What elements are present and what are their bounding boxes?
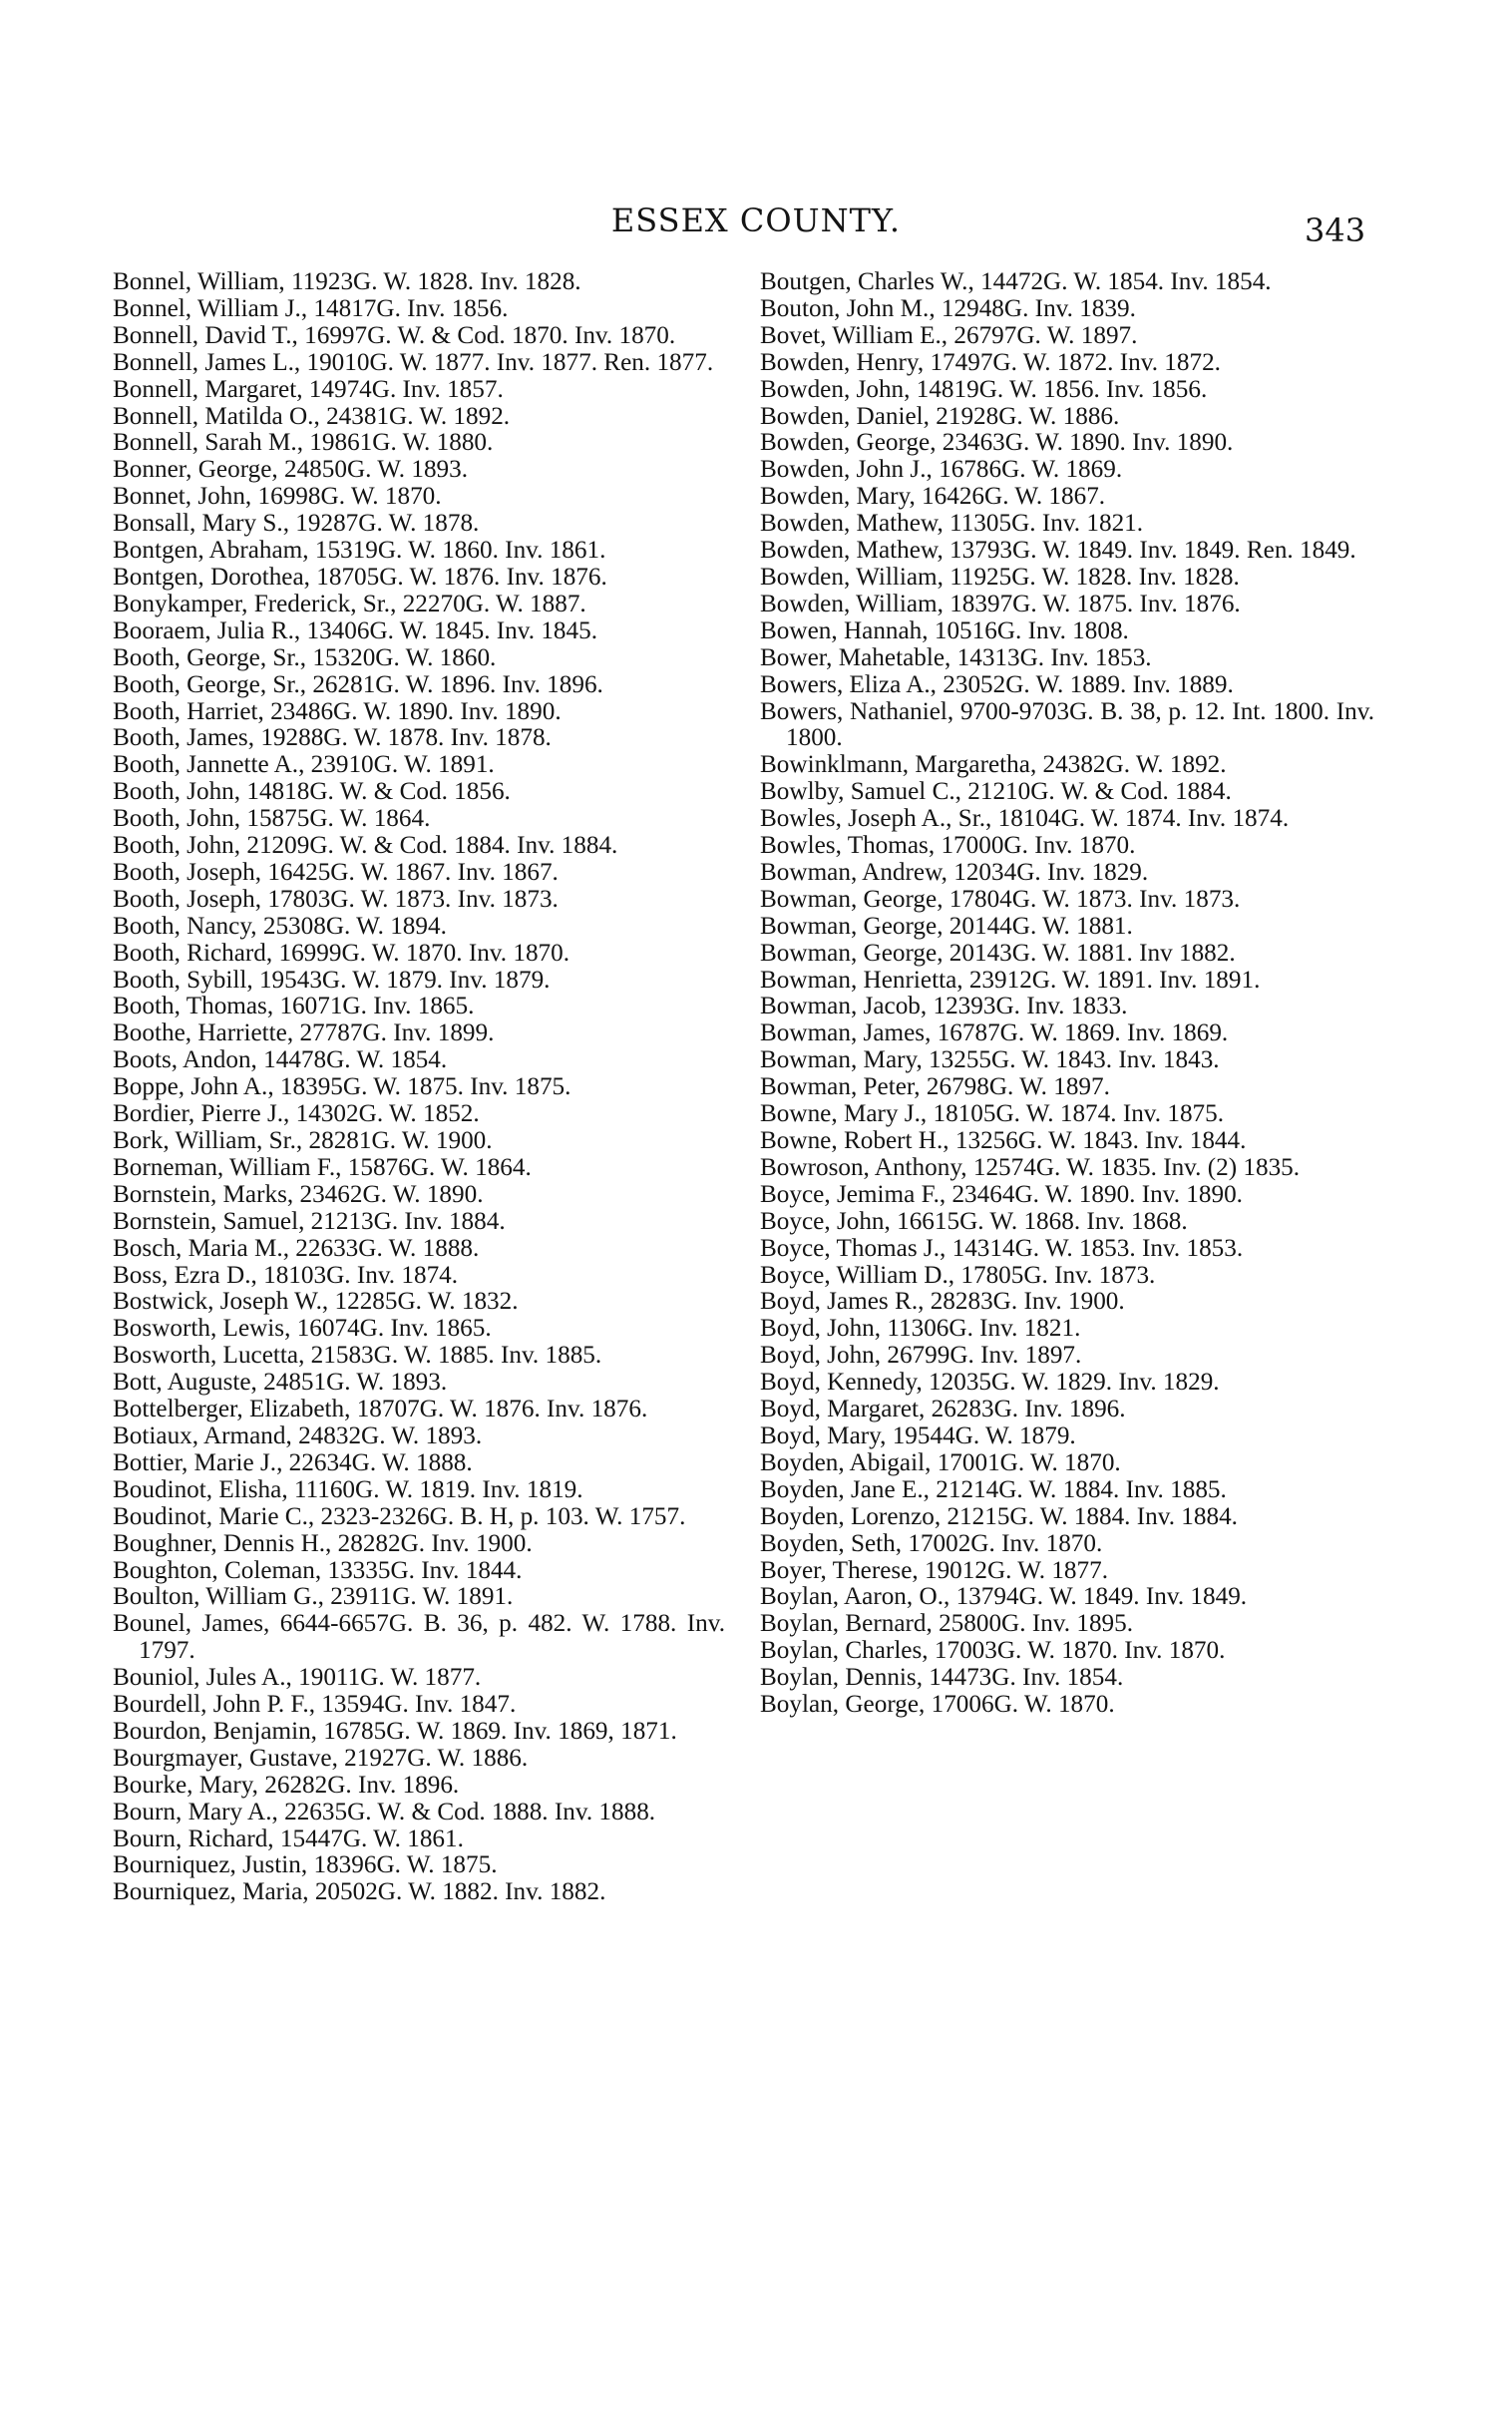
index-entry: Boylan, George, 17006G. W. 1870. xyxy=(760,1691,1115,1719)
index-entry: Bonnell, David T., 16997G. W. & Cod. 1870. Inv. 1870. xyxy=(113,321,676,349)
index-entry: Bonner, George, 24850G. W. 1893. xyxy=(113,456,469,484)
index-entry: Bowman, Jacob, 12393G. Inv. 1833. xyxy=(760,993,1128,1020)
index-entry: Boyden, Lorenzo, 21215G. W. 1884. Inv. 1884. xyxy=(760,1502,1238,1530)
index-entry: Bowman, George, 20144G. W. 1881. xyxy=(760,912,1133,940)
index-entry: Bowinklmann, Margaretha, 24382G. W. 1892. xyxy=(760,751,1227,779)
index-entry: Boyden, Abigail, 17001G. W. 1870. xyxy=(760,1448,1121,1476)
index-entry: Bowden, Henry, 17497G. W. 1872. Inv. 1872. xyxy=(760,348,1221,376)
index-entry: Bowman, James, 16787G. W. 1869. Inv. 1869. xyxy=(760,1019,1229,1047)
index-entry: Bonsall, Mary S., 19287G. W. 1878. xyxy=(113,510,480,538)
index-entry: Bornstein, Marks, 23462G. W. 1890. xyxy=(113,1180,484,1208)
index-entry: Booth, Thomas, 16071G. Inv. 1865. xyxy=(113,993,475,1020)
index-entry: Booth, George, Sr., 15320G. W. 1860. xyxy=(113,643,497,671)
index-entry: Boyer, Therese, 19012G. W. 1877. xyxy=(760,1556,1109,1584)
index-entry: Bourdell, John P. F., 13594G. Inv. 1847. xyxy=(113,1691,517,1719)
index-entry: Bowden, Mathew, 13793G. W. 1849. Inv. 1849. Ren. 1849. xyxy=(760,537,1356,565)
index-entry: Booth, Harriet, 23486G. W. 1890. Inv. 1890. xyxy=(113,697,562,725)
index-entry: Boots, Andon, 14478G. W. 1854. xyxy=(113,1046,448,1074)
index-entry: Booth, Nancy, 25308G. W. 1894. xyxy=(113,912,447,940)
index-entry: Bowden, John, 14819G. W. 1856. Inv. 1856. xyxy=(760,375,1208,403)
index-entry: Bourn, Mary A., 22635G. W. & Cod. 1888. Inv. 1888. xyxy=(113,1798,656,1825)
index-entry: Booth, James, 19288G. W. 1878. Inv. 1878. xyxy=(113,724,552,752)
index-entry: Bowman, Henrietta, 23912G. W. 1891. Inv. 1891. xyxy=(760,966,1261,994)
index-entry: Boyd, Margaret, 26283G. Inv. 1896. xyxy=(760,1396,1126,1423)
index-entry: Bowman, George, 20143G. W. 1881. Inv 1882. xyxy=(760,939,1236,967)
index-entry: Bowman, Peter, 26798G. W. 1897. xyxy=(760,1073,1110,1101)
index-entry: Bork, William, Sr., 28281G. W. 1900. xyxy=(113,1127,493,1154)
index-entry: Bovet, William E., 26797G. W. 1897. xyxy=(760,321,1138,349)
index-entry: Bonykamper, Frederick, Sr., 22270G. W. 1887. xyxy=(113,590,586,617)
index-entry: Boylan, Aaron, O., 13794G. W. 1849. Inv. 1849. xyxy=(760,1583,1248,1611)
index-entry: Booth, Joseph, 17803G. W. 1873. Inv. 1873. xyxy=(113,885,559,913)
index-entry: Bordier, Pierre J., 14302G. W. 1852. xyxy=(113,1100,480,1128)
index-entry: Botiaux, Armand, 24832G. W. 1893. xyxy=(113,1421,483,1449)
index-entry: Bonnell, Sarah M., 19861G. W. 1880. xyxy=(113,429,494,457)
index-entry: Boppe, John A., 18395G. W. 1875. Inv. 1875. xyxy=(113,1073,571,1101)
index-entry: Booth, George, Sr., 26281G. W. 1896. Inv. 1896. xyxy=(113,670,603,698)
index-entry: Bowden, Mathew, 11305G. Inv. 1821. xyxy=(760,510,1144,538)
index-entry: Bowers, Eliza A., 23052G. W. 1889. Inv. 1889. xyxy=(760,670,1234,698)
index-entry: Bowlby, Samuel C., 21210G. W. & Cod. 1884. xyxy=(760,778,1232,806)
index-entry: Boyce, Thomas J., 14314G. W. 1853. Inv. 1853. xyxy=(760,1234,1244,1262)
index-entry: Bouton, John M., 12948G. Inv. 1839. xyxy=(760,294,1136,322)
index-entry: Booth, Richard, 16999G. W. 1870. Inv. 1870. xyxy=(113,939,570,967)
index-entry: Bowers, Nathaniel, 9700-9703G. B. 38, p. 12. Int. 1800. Inv. 1800. xyxy=(760,697,1374,752)
page-header xyxy=(0,198,1512,257)
left-column xyxy=(113,269,725,1906)
index-entry: Bowles, Joseph A., Sr., 18104G. W. 1874. Inv. 1874. xyxy=(760,805,1290,833)
index-entry: Boyden, Jane E., 21214G. W. 1884. Inv. 1885. xyxy=(760,1475,1227,1503)
index-entry: Bowman, George, 17804G. W. 1873. Inv. 1873. xyxy=(760,885,1241,913)
index-entry: Bott, Auguste, 24851G. W. 1893. xyxy=(113,1369,448,1397)
index-entry: Bowden, William, 18397G. W. 1875. Inv. 1876. xyxy=(760,590,1241,617)
index-entry: Bowman, Andrew, 12034G. Inv. 1829. xyxy=(760,858,1149,886)
index-entry: Bouniol, Jules A., 19011G. W. 1877. xyxy=(113,1664,482,1692)
index-entry: Booth, Sybill, 19543G. W. 1879. Inv. 1879. xyxy=(113,966,551,994)
index-entry: Bornstein, Samuel, 21213G. Inv. 1884. xyxy=(113,1207,506,1235)
index-entry: Bowden, George, 23463G. W. 1890. Inv. 1890. xyxy=(760,429,1234,457)
page-title: ESSEX COUNTY. xyxy=(610,202,902,239)
index-entry: Bonnell, Matilda O., 24381G. W. 1892. xyxy=(113,402,511,430)
index-entry: Boylan, Charles, 17003G. W. 1870. Inv. 1870. xyxy=(760,1637,1226,1665)
index-entry: Bounel, James, 6644-6657G. B. 36, p. 482. W. 1788. Inv. 1797. xyxy=(113,1610,725,1665)
index-entry: Bourdon, Benjamin, 16785G. W. 1869. Inv. 1869, 1871. xyxy=(113,1717,677,1745)
index-entry: Bonnet, John, 16998G. W. 1870. xyxy=(113,483,442,511)
index-entry: Boyd, James R., 28283G. Inv. 1900. xyxy=(760,1288,1125,1316)
index-entry: Bowden, Mary, 16426G. W. 1867. xyxy=(760,483,1106,511)
index-entry: Bowman, Mary, 13255G. W. 1843. Inv. 1843. xyxy=(760,1046,1220,1074)
index-entry: Boylan, Dennis, 14473G. Inv. 1854. xyxy=(760,1664,1124,1692)
index-entry: Boughner, Dennis H., 28282G. Inv. 1900. xyxy=(113,1529,533,1557)
index-entry: Boyce, John, 16615G. W. 1868. Inv. 1868. xyxy=(760,1207,1188,1235)
index-entry: Bonnel, William J., 14817G. Inv. 1856. xyxy=(113,294,509,322)
index-entry: Boudinot, Elisha, 11160G. W. 1819. Inv. 1819. xyxy=(113,1475,583,1503)
index-entry: Borneman, William F., 15876G. W. 1864. xyxy=(113,1153,532,1181)
index-entry: Boulton, William G., 23911G. W. 1891. xyxy=(113,1583,514,1611)
index-entry: Boyd, Kennedy, 12035G. W. 1829. Inv. 1829. xyxy=(760,1369,1220,1397)
index-entry: Bowne, Robert H., 13256G. W. 1843. Inv. 1844. xyxy=(760,1127,1247,1154)
index-entry: Boyd, John, 26799G. Inv. 1897. xyxy=(760,1342,1082,1370)
index-entry: Bourniquez, Maria, 20502G. W. 1882. Inv. 1882. xyxy=(113,1878,606,1906)
index-entry: Bontgen, Dorothea, 18705G. W. 1876. Inv. 1876. xyxy=(113,563,607,591)
index-entry: Bowden, John J., 16786G. W. 1869. xyxy=(760,456,1123,484)
index-entry: Bowles, Thomas, 17000G. Inv. 1870. xyxy=(760,832,1136,860)
index-entry: Booraem, Julia R., 13406G. W. 1845. Inv. 1845. xyxy=(113,616,598,644)
index-entry: Bower, Mahetable, 14313G. Inv. 1853. xyxy=(760,643,1152,671)
index-entry: Boyd, John, 11306G. Inv. 1821. xyxy=(760,1315,1081,1343)
index-entry: Bonnel, William, 11923G. W. 1828. Inv. 1828. xyxy=(113,268,581,295)
index-entry: Bourke, Mary, 26282G. Inv. 1896. xyxy=(113,1771,460,1799)
index-entry: Boss, Ezra D., 18103G. Inv. 1874. xyxy=(113,1261,459,1289)
index-entry: Bourgmayer, Gustave, 21927G. W. 1886. xyxy=(113,1744,529,1772)
index-entry: Boudinot, Marie C., 2323-2326G. B. H, p. 103. W. 1757. xyxy=(113,1502,686,1530)
index-entry: Bowden, Daniel, 21928G. W. 1886. xyxy=(760,402,1120,430)
index-entry: Booth, Jannette A., 23910G. W. 1891. xyxy=(113,751,495,779)
index-entry: Boutgen, Charles W., 14472G. W. 1854. Inv. 1854. xyxy=(760,268,1272,295)
index-entry: Bowen, Hannah, 10516G. Inv. 1808. xyxy=(760,616,1129,644)
right-column xyxy=(760,269,1374,1719)
index-entry: Bosch, Maria M., 22633G. W. 1888. xyxy=(113,1234,480,1262)
index-entry: Bourn, Richard, 15447G. W. 1861. xyxy=(113,1824,464,1852)
index-entry: Bonnell, Margaret, 14974G. Inv. 1857. xyxy=(113,375,504,403)
index-entry: Booth, Joseph, 16425G. W. 1867. Inv. 1867. xyxy=(113,858,559,886)
index-entry: Bourniquez, Justin, 18396G. W. 1875. xyxy=(113,1851,498,1879)
index-entry: Bosworth, Lucetta, 21583G. W. 1885. Inv. 1885. xyxy=(113,1342,602,1370)
index-entry: Bosworth, Lewis, 16074G. Inv. 1865. xyxy=(113,1315,492,1343)
index-entry: Bottier, Marie J., 22634G. W. 1888. xyxy=(113,1448,473,1476)
index-entry: Boylan, Bernard, 25800G. Inv. 1895. xyxy=(760,1610,1134,1638)
index-entry: Bontgen, Abraham, 15319G. W. 1860. Inv. 1861. xyxy=(113,537,606,565)
index-entry: Boughton, Coleman, 13335G. Inv. 1844. xyxy=(113,1556,523,1584)
index-entry: Boyce, William D., 17805G. Inv. 1873. xyxy=(760,1261,1156,1289)
index-entry: Boyd, Mary, 19544G. W. 1879. xyxy=(760,1421,1076,1449)
index-entry: Bowden, William, 11925G. W. 1828. Inv. 1828. xyxy=(760,563,1240,591)
index-entry: Bottelberger, Elizabeth, 18707G. W. 1876. Inv. 1876. xyxy=(113,1396,648,1423)
index-entry: Boyce, Jemima F., 23464G. W. 1890. Inv. 1890. xyxy=(760,1180,1243,1208)
index-entry: Bonnell, James L., 19010G. W. 1877. Inv. 1877. Ren. 1877. xyxy=(113,348,714,376)
index-entry: Booth, John, 14818G. W. & Cod. 1856. xyxy=(113,778,511,806)
index-entry: Booth, John, 15875G. W. 1864. xyxy=(113,805,431,833)
index-entry: Bostwick, Joseph W., 12285G. W. 1832. xyxy=(113,1288,519,1316)
index-entry: Bowne, Mary J., 18105G. W. 1874. Inv. 1875. xyxy=(760,1100,1225,1128)
index-entry: Booth, John, 21209G. W. & Cod. 1884. Inv. 1884. xyxy=(113,832,618,860)
page-number: 343 xyxy=(1305,211,1366,249)
index-entry: Boothe, Harriette, 27787G. Inv. 1899. xyxy=(113,1019,495,1047)
index-entry: Bowroson, Anthony, 12574G. W. 1835. Inv. (2) 1835. xyxy=(760,1153,1301,1181)
index-entry: Boyden, Seth, 17002G. Inv. 1870. xyxy=(760,1529,1103,1557)
